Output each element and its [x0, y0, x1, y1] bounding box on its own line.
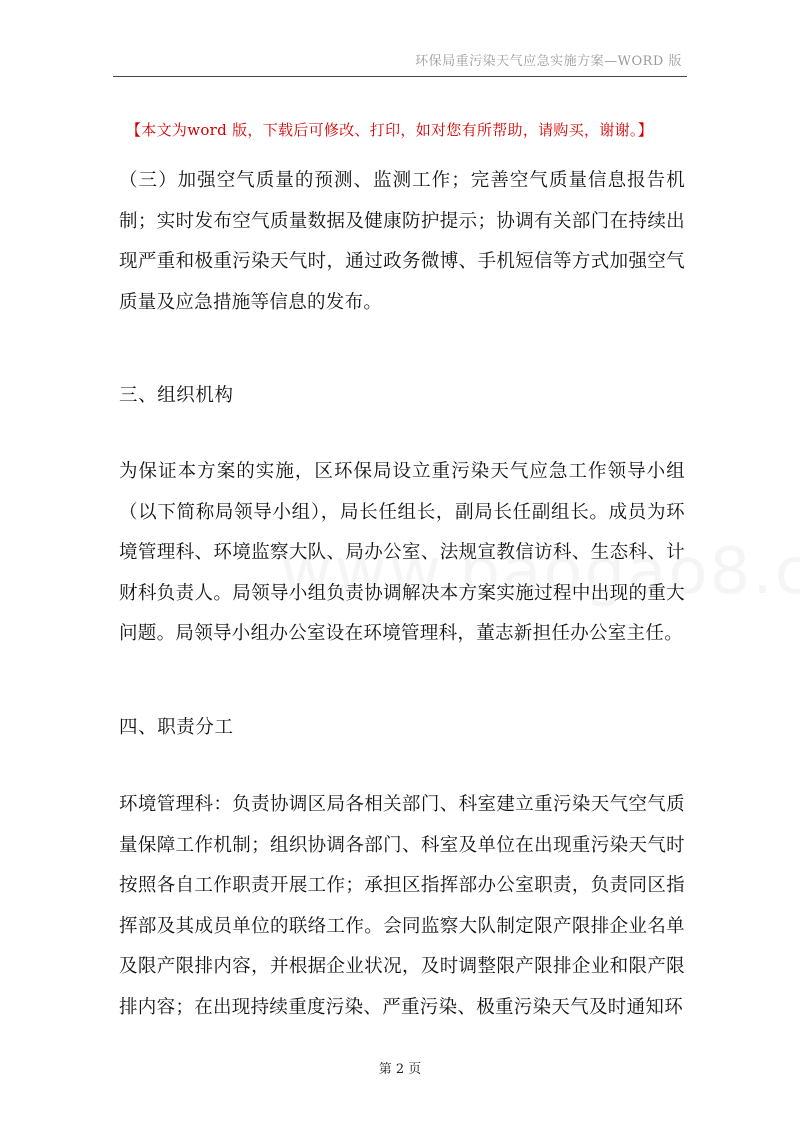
heading-organization: 三、组织机构: [119, 385, 234, 406]
header-title: 环保局重污染天气应急实施方案—WORD 版: [415, 54, 682, 69]
purchase-notice: 【本文为word 版，下载后可修改、打印，如对您有所帮助，请购买，谢谢。】: [126, 121, 654, 139]
header-divider: [113, 76, 687, 77]
paragraph-responsibilities: 环境管理科：负责协调区局各相关部门、科室建立重污染天气空气质量保障工作机制；组织协调各部门、科室及单位在出现重污染天气时按照各自工作职责开展工作；承担区指挥部办公室职责，负责同区指挥部及其成员单位的联络工作。会同监察大队制定限产限排企业名单及限产限排内容，并根据企业状况，及时调整限产限排企业和限产限排内容；在出现持续重度污染、严重污染、极重污染天气及时通知环: [119, 794, 685, 1018]
paragraph-air-quality: （三）加强空气质量的预测、监测工作；完善空气质量信息报告机制；实时发布空气质量数据及健康防护提示；协调有关部门在持续出现严重和极重污染天气时，通过政务微博、手机短信等方式加强空气质量及应急措施等信息的发布。: [119, 170, 685, 313]
page-number: 第 2 页: [378, 1062, 422, 1077]
paragraph-organization: 为保证本方案的实施，区环保局设立重污染天气应急工作领导小组（以下简称局领导小组），局长任组长，副局长任副组长。成员为环境管理科、环境监察大队、局办公室、法规宣教信访科、生态科、计财科负责人。局领导小组负责协调解决本方案实施过程中出现的重大问题。局领导小组办公室设在环境管理科，董志新担任办公室主任。: [119, 461, 685, 645]
heading-responsibilities: 四、职责分工: [119, 717, 234, 738]
